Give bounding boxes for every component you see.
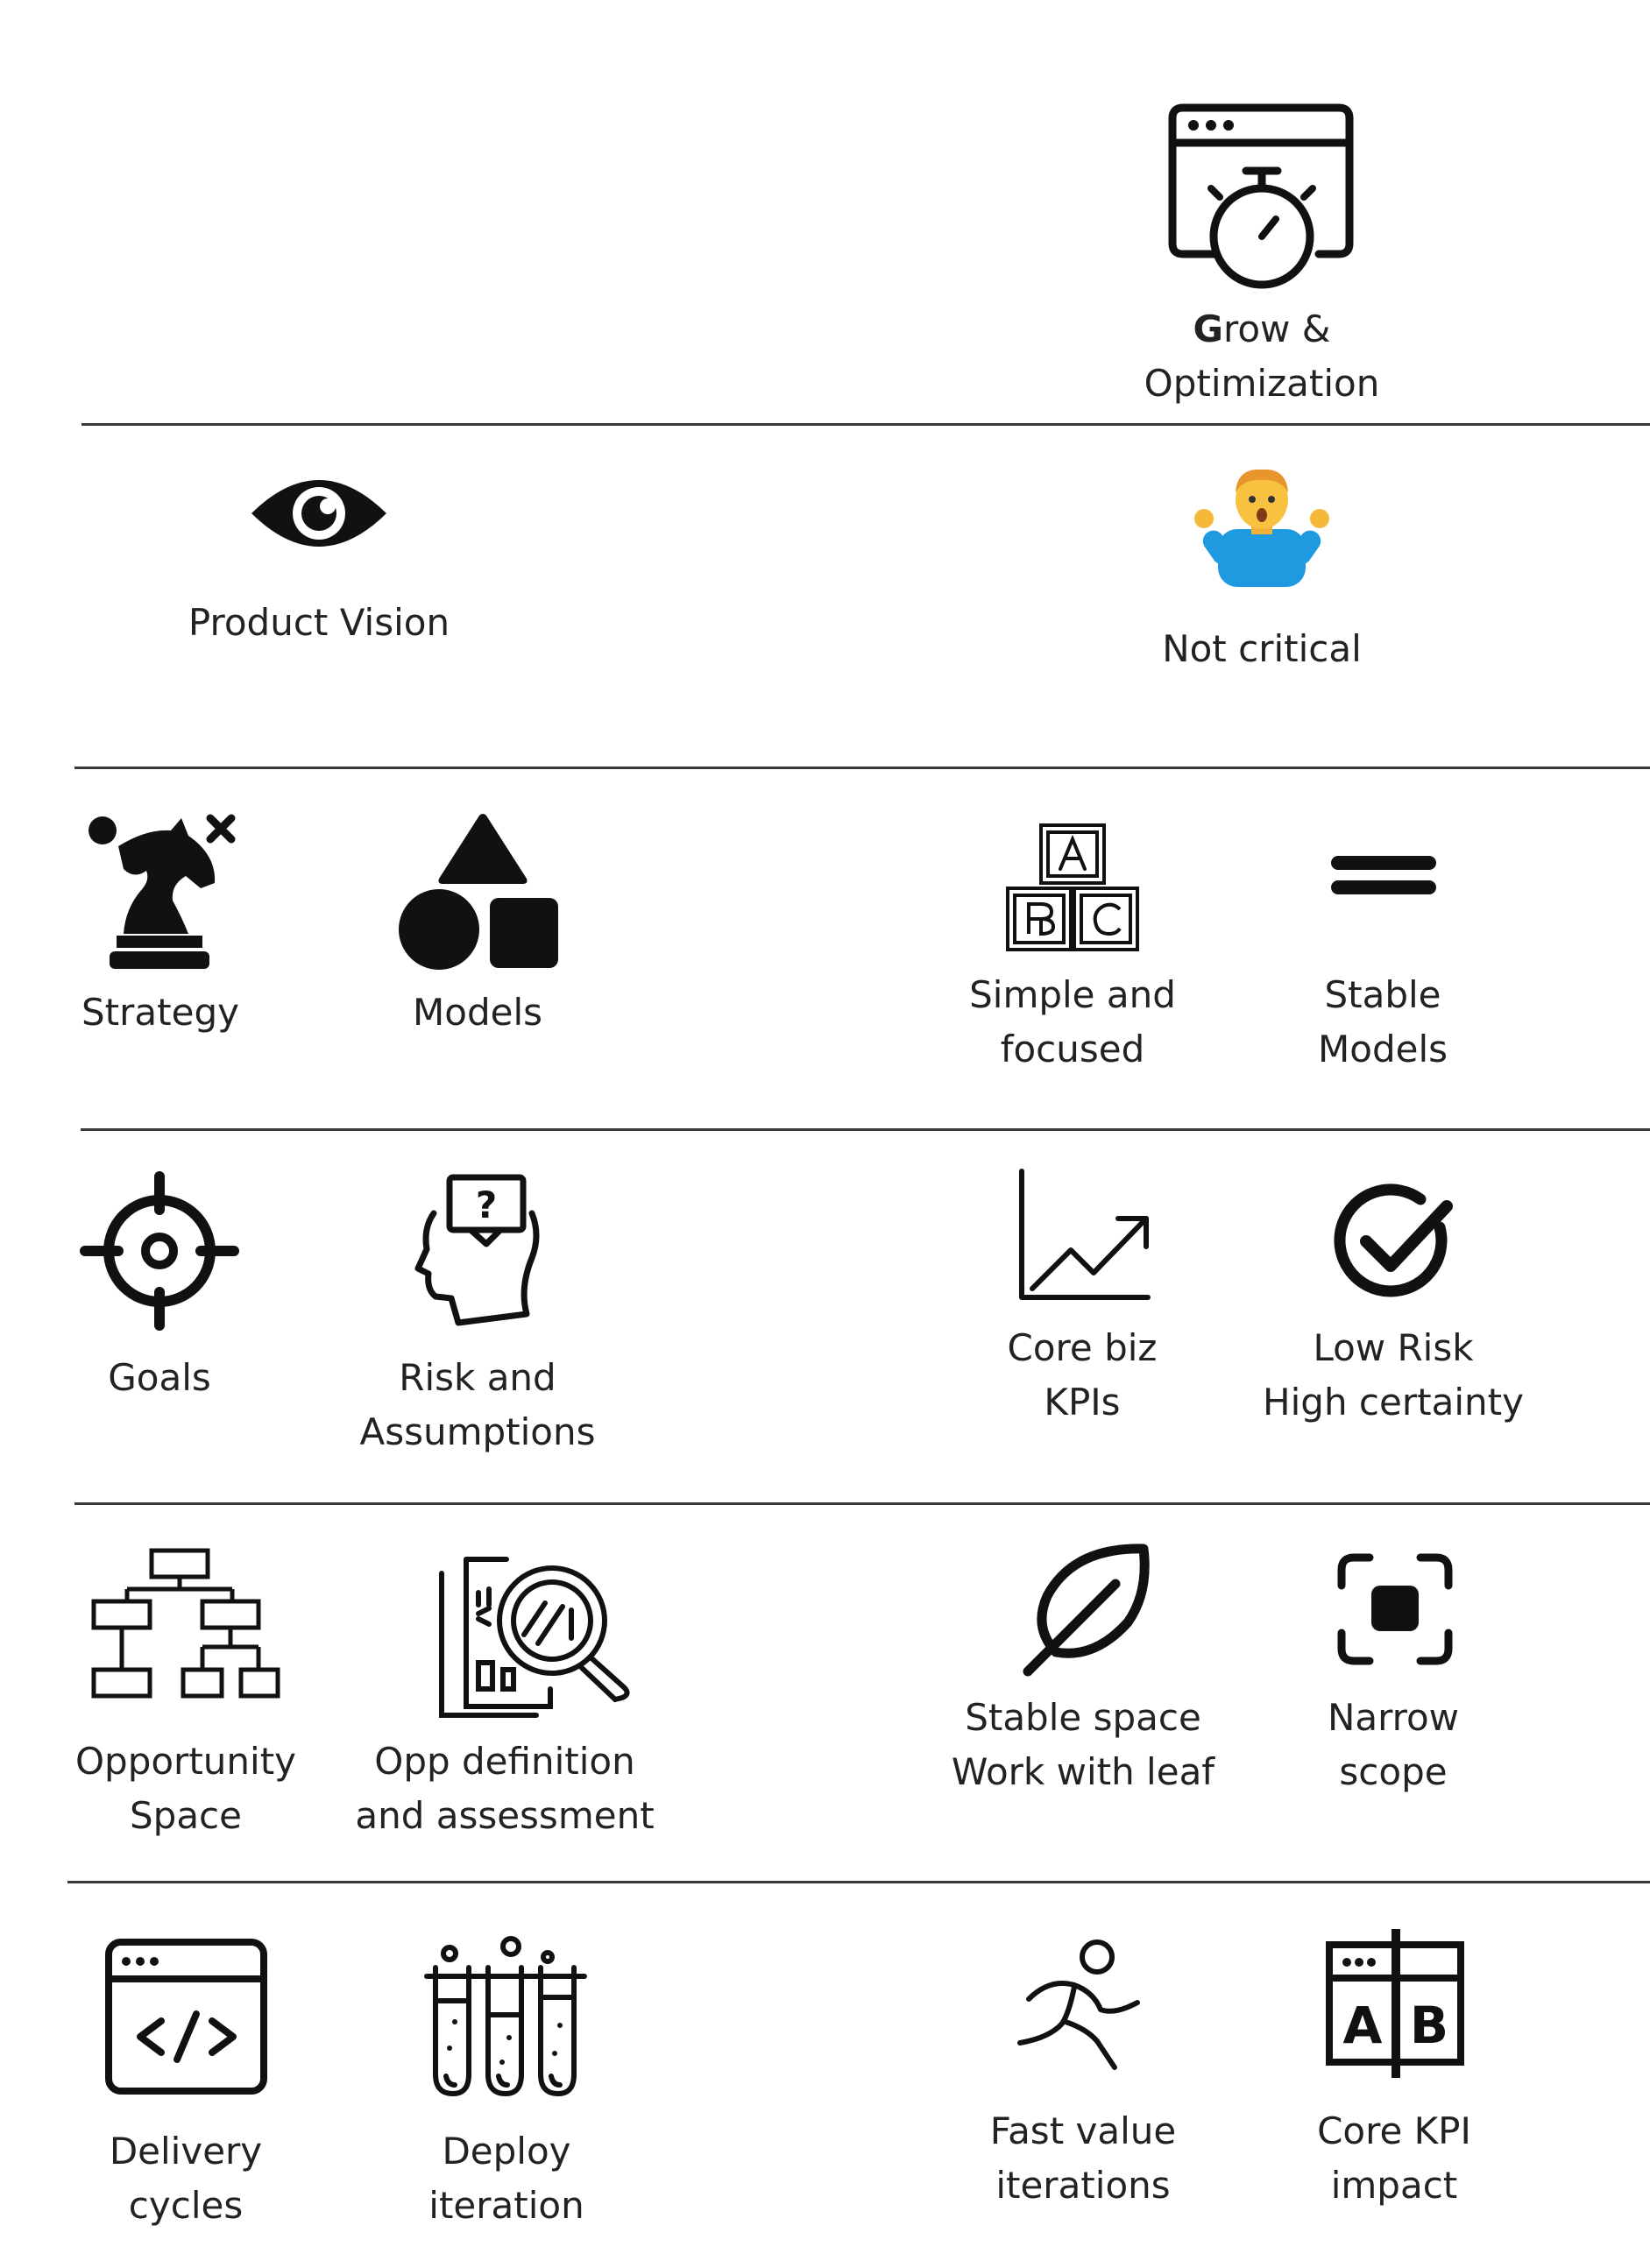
product-vision-label: Product Vision: [188, 601, 450, 644]
svg-text:?: ?: [475, 1183, 498, 1226]
ab-test-icon: [1326, 1927, 1466, 2081]
browser-stopwatch-icon: [1165, 101, 1358, 289]
low-risk-label: [1263, 1321, 1524, 1430]
not-critical-label: Not critical: [1162, 627, 1362, 670]
fast-value-label: [990, 2104, 1176, 2213]
risk-line2: Assumptions: [359, 1410, 596, 1453]
simple-focused-label: [969, 968, 1176, 1077]
simple-line2: focused: [1000, 1028, 1145, 1070]
leaf-icon: [1021, 1544, 1152, 1675]
stable-space-line2: Work with leaf: [951, 1750, 1215, 1793]
svg-text:B: B: [1409, 1996, 1449, 2055]
target-icon: [85, 1176, 234, 1325]
core-biz-kpis-label: [1008, 1321, 1158, 1430]
simple-line1: Simple and: [969, 973, 1176, 1016]
grow-label-line2: Optimization: [1144, 362, 1380, 405]
line-chart-icon: [1016, 1169, 1152, 1301]
deploy-line2: iteration: [428, 2184, 584, 2227]
grow-optimization-label: [1144, 302, 1380, 411]
opp-space-line2: Space: [129, 1794, 242, 1837]
grow-label-rest: row &: [1222, 307, 1331, 350]
deploy-line1: Deploy: [442, 2130, 571, 2173]
goals-label: Goals: [108, 1356, 211, 1399]
head-question-icon: [416, 1174, 543, 1327]
opp-definition-label: [355, 1735, 654, 1843]
shapes-icon: [397, 810, 559, 970]
test-tubes-icon: [425, 1934, 587, 2097]
kpis-line2: KPIs: [1044, 1381, 1121, 1424]
stable-space-label: [952, 1691, 1214, 1799]
stable-space-line1: Stable space: [965, 1696, 1201, 1739]
svg-text:A: A: [1342, 1996, 1383, 2055]
divider-5: [67, 1881, 1650, 1883]
browser-code-icon: [105, 1939, 267, 2095]
narrow-scope-label: [1328, 1691, 1459, 1799]
delivery-cycles-label: [110, 2124, 262, 2233]
stable-line1: Stable: [1324, 973, 1441, 1016]
fast-line1: Fast value: [989, 2109, 1177, 2152]
document-magnifier-icon: [440, 1558, 634, 1717]
fast-line2: iterations: [995, 2164, 1171, 2207]
lowrisk-line1: Low Risk: [1313, 1326, 1474, 1369]
kpis-line1: Core biz: [1007, 1326, 1158, 1369]
lowrisk-line2: High certainty: [1263, 1381, 1524, 1424]
core-kpi-line1: Core KPI: [1317, 2109, 1471, 2152]
focus-frame-icon: [1336, 1552, 1455, 1666]
divider-3: [81, 1128, 1650, 1131]
abc-blocks-icon: [1006, 822, 1139, 951]
check-circle-icon: [1336, 1187, 1455, 1301]
narrow-line1: Narrow: [1327, 1696, 1460, 1739]
stable-models-label: [1318, 968, 1448, 1077]
person-shrugging-icon: [1192, 466, 1332, 584]
opp-def-line1: Opp definition: [374, 1740, 635, 1783]
deploy-iteration-label: [428, 2124, 584, 2233]
chess-knight-icon: [85, 813, 238, 971]
narrow-line2: scope: [1339, 1750, 1448, 1793]
core-kpi-impact-label: [1317, 2104, 1471, 2213]
divider-2: [74, 767, 1650, 769]
opportunity-space-label: [75, 1735, 296, 1843]
grow-label-bold: G: [1193, 307, 1223, 350]
eye-icon: [248, 471, 390, 555]
delivery-line1: Delivery: [109, 2130, 263, 2173]
models-label: Models: [413, 991, 542, 1034]
opp-space-line1: Opportunity: [74, 1740, 297, 1783]
divider-4: [74, 1502, 1650, 1505]
stable-line2: Models: [1318, 1028, 1448, 1070]
risk-line1: Risk and: [399, 1356, 556, 1399]
equals-icon: [1329, 854, 1439, 898]
risk-assumptions-label: [359, 1351, 595, 1459]
core-kpi-line2: impact: [1330, 2164, 1458, 2207]
delivery-line2: cycles: [128, 2184, 244, 2227]
divider-1: [81, 423, 1650, 426]
running-person-icon: [1016, 1938, 1144, 2071]
hierarchy-icon: [92, 1549, 280, 1699]
strategy-label: Strategy: [81, 991, 239, 1034]
opp-def-line2: and assessment: [355, 1794, 655, 1837]
